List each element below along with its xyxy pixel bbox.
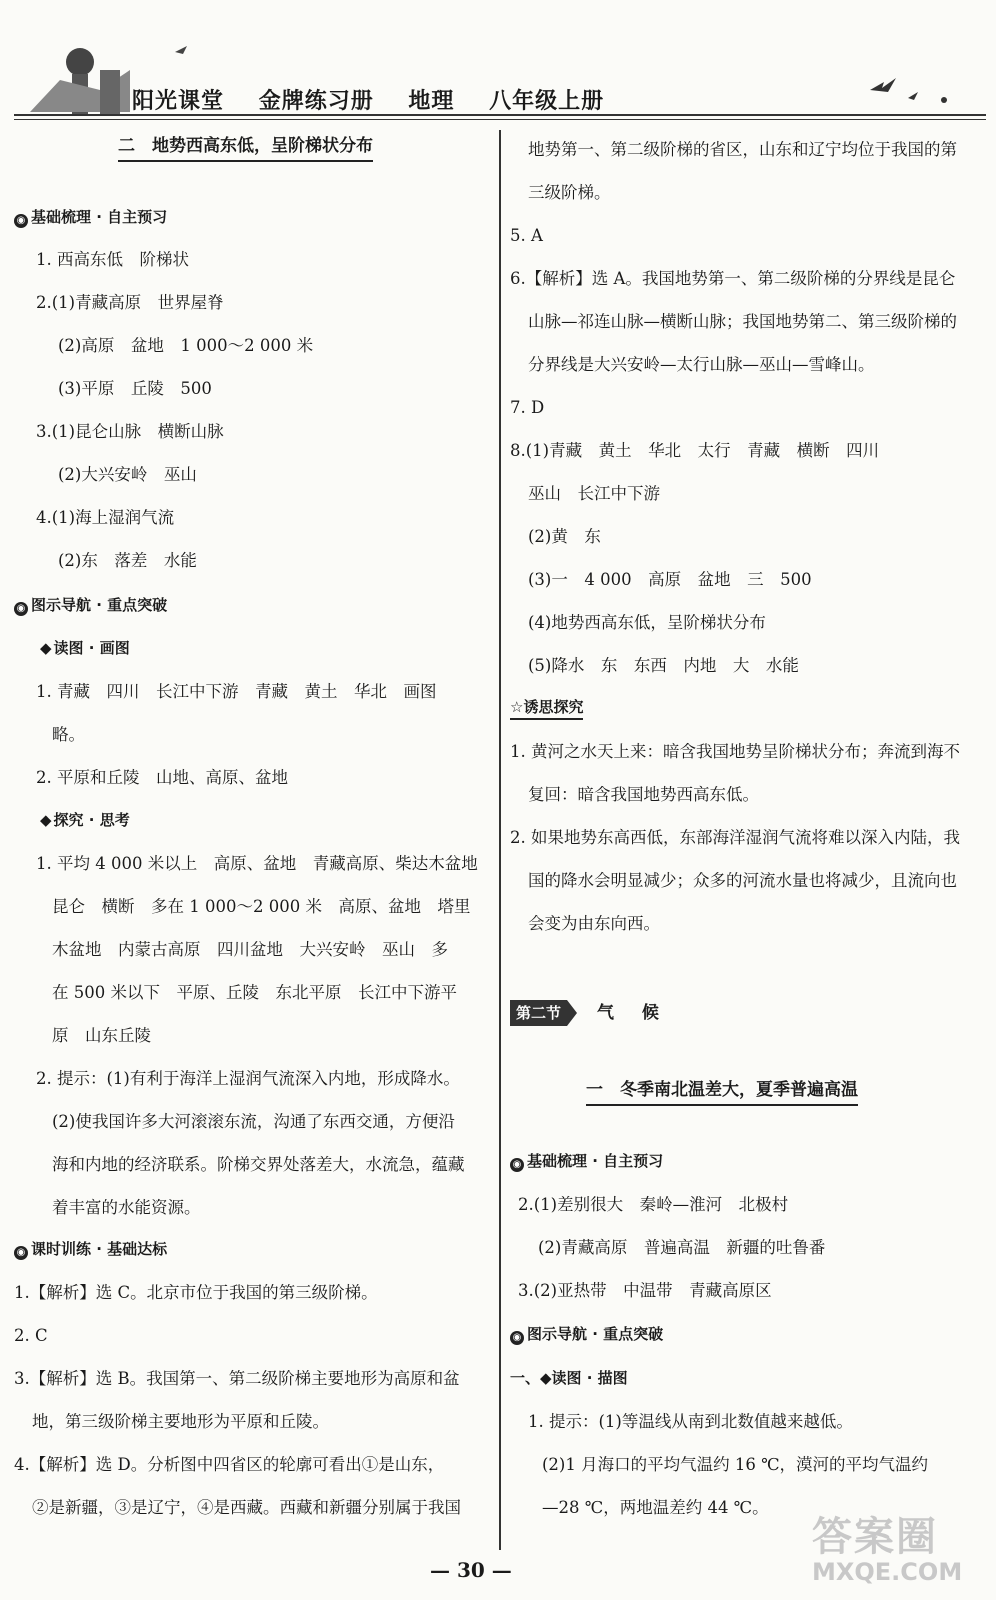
column-divider [499, 130, 501, 1550]
text-line: (2)高原 盆地 1 000～2 000 米 [58, 336, 314, 355]
text-line: 1. 黄河之水天上来：暗含我国地势呈阶梯状分布；奔流到海不 [510, 742, 960, 761]
section-title: 二 地势西高东低，呈阶梯状分布 [118, 134, 373, 162]
diamond-icon: ◆ [40, 811, 52, 829]
text-line: 略。 [52, 725, 85, 744]
section-bar-basic: ◉ 基础梳理 · 自主预习 [510, 1150, 663, 1172]
text-line: 5. A [510, 226, 543, 245]
section-icon: ◉ [14, 602, 28, 616]
section-title: 一 冬季南北温差大，夏季普遍高温 [586, 1078, 858, 1106]
text-line: (2)青藏高原 普遍高温 新疆的吐鲁番 [538, 1238, 826, 1257]
page-header [0, 0, 996, 140]
text-line: 昆仑 横断 多在 1 000～2 000 米 高原、盆地 塔里 [52, 897, 471, 916]
section-icon: ◉ [14, 1246, 28, 1260]
text-line: 2.(1)差别很大 秦岭—淮河 北极村 [518, 1195, 789, 1214]
text-line: 巫山 长江中下游 [528, 484, 660, 503]
section-icon: ◉ [510, 1158, 524, 1172]
text-line: 1. 平均 4 000 米以上 高原、盆地 青藏高原、柴达木盆地 [36, 854, 478, 873]
text-line: 会变为由东向西。 [528, 914, 660, 933]
text-line: 1. 西高东低 阶梯状 [36, 250, 189, 269]
text-line: (5)降水 东 东西 内地 大 水能 [528, 656, 799, 675]
section-bar-basic: ◉ 基础梳理 · 自主预习 [14, 206, 167, 228]
section-bar-train: ◉ 课时训练 · 基础达标 [14, 1238, 167, 1260]
watermark-logo: 答案圈 MXQE.COM [812, 1514, 963, 1586]
text-line: 地，第三级阶梯主要地形为平原和丘陵。 [32, 1412, 329, 1431]
header-grade: 八年级上册 [489, 89, 605, 114]
text-line: 6.【解析】选 A。我国地势第一、第二级阶梯的分界线是昆仑 [510, 269, 956, 288]
text-line: 原 山东丘陵 [52, 1026, 151, 1045]
text-line: 1. 提示：(1)等温线从南到北数值越来越低。 [528, 1412, 853, 1431]
subsection-explore: ◆ 探究 · 思考 [40, 811, 130, 829]
text-line: 2. 提示：(1)有利于海洋上湿润气流深入内地，形成降水。 [36, 1069, 460, 1088]
header-series: 金牌练习册 [258, 89, 374, 114]
section-bar-think: ☆诱思探究 [510, 696, 583, 720]
text-line: 山脉—祁连山脉—横断山脉；我国地势第二、第三级阶梯的 [528, 312, 957, 331]
text-line: 1. 青藏 四川 长江中下游 青藏 黄土 华北 画图 [36, 682, 437, 701]
text-line: 3.【解析】选 B。我国第一、第二级阶梯主要地形为高原和盆 [14, 1369, 460, 1388]
chapter-heading [510, 1000, 687, 1026]
star-icon: ☆ [510, 698, 524, 716]
text-line: (2)使我国许多大河滚滚东流，沟通了东西交通，方便沿 [52, 1112, 455, 1131]
text-line: 7. D [510, 398, 545, 417]
text-line: 三级阶梯。 [528, 183, 611, 202]
text-line: 2. 如果地势东高西低，东部海洋湿润气流将难以深入内陆，我 [510, 828, 960, 847]
section-bar-map: ◉ 图示导航 · 重点突破 [14, 594, 167, 616]
text-line: 地势第一、第二级阶梯的省区，山东和辽宁均位于我国的第 [528, 140, 957, 159]
text-line: 2.(1)青藏高原 世界屋脊 [36, 293, 224, 312]
section-icon: ◉ [14, 214, 28, 228]
text-line: —28 ℃，两地温差约 44 ℃。 [542, 1498, 769, 1517]
section-bar-map: ◉ 图示导航 · 重点突破 [510, 1323, 663, 1345]
diamond-icon: ◆ [40, 639, 52, 657]
text-line: (2)大兴安岭 巫山 [58, 465, 197, 484]
text-line: ②是新疆，③是辽宁，④是西藏。西藏和新疆分别属于我国 [32, 1498, 461, 1517]
text-line: (3)一 4 000 高原 盆地 三 500 [528, 570, 812, 589]
text-line: 4.【解析】选 D。分析图中四省区的轮廓可看出①是山东， [14, 1455, 445, 1474]
page-number: — 30 — [430, 1558, 512, 1582]
text-line: 着丰富的水能资源。 [52, 1198, 201, 1217]
header-rule-thin [14, 119, 986, 120]
text-line: 3.(2)亚热带 中温带 青藏高原区 [518, 1281, 772, 1300]
header-brand: 阳光课堂 [132, 89, 225, 114]
section-icon: ◉ [510, 1331, 524, 1345]
header-subject: 地理 [408, 89, 455, 114]
text-line: 复回：暗含我国地势西高东低。 [528, 785, 759, 804]
chapter-name: 气候 [596, 1003, 687, 1023]
text-line: 8.(1)青藏 黄土 华北 太行 青藏 横断 四川 [510, 441, 880, 460]
subsection-read: ◆ 读图 · 画图 [40, 639, 130, 657]
chapter-tag: 第二节 [510, 1000, 567, 1026]
subsection-read: 一、◆读图 · 描图 [510, 1369, 628, 1387]
header-rule [14, 114, 986, 116]
text-line: 木盆地 内蒙古高原 四川盆地 大兴安岭 巫山 多 [52, 940, 448, 959]
text-line: 在 500 米以下 平原、丘陵 东北平原 长江中下游平 [52, 983, 457, 1002]
text-line: (2)1 月海口的平均气温约 16 ℃，漠河的平均气温约 [542, 1455, 929, 1474]
text-line: 2. C [14, 1326, 48, 1345]
text-line: 分界线是大兴安岭—太行山脉—巫山—雪峰山。 [528, 355, 875, 374]
text-line: (3)平原 丘陵 500 [58, 379, 212, 398]
text-line: 4.(1)海上湿润气流 [36, 508, 175, 527]
text-line: 3.(1)昆仑山脉 横断山脉 [36, 422, 224, 441]
text-line: 海和内地的经济联系。阶梯交界处落差大，水流急，蕴藏 [52, 1155, 465, 1174]
text-line: (2)东 落差 水能 [58, 551, 197, 570]
text-line: 2. 平原和丘陵 山地、高原、盆地 [36, 768, 288, 787]
text-line: 国的降水会明显减少；众多的河流水量也将减少，且流向也 [528, 871, 957, 890]
text-line: (2)黄 东 [528, 527, 601, 546]
text-line: (4)地势西高东低，呈阶梯状分布 [528, 613, 766, 632]
text-line: 1.【解析】选 C。北京市位于我国的第三级阶梯。 [14, 1283, 378, 1302]
header-title [132, 84, 630, 115]
